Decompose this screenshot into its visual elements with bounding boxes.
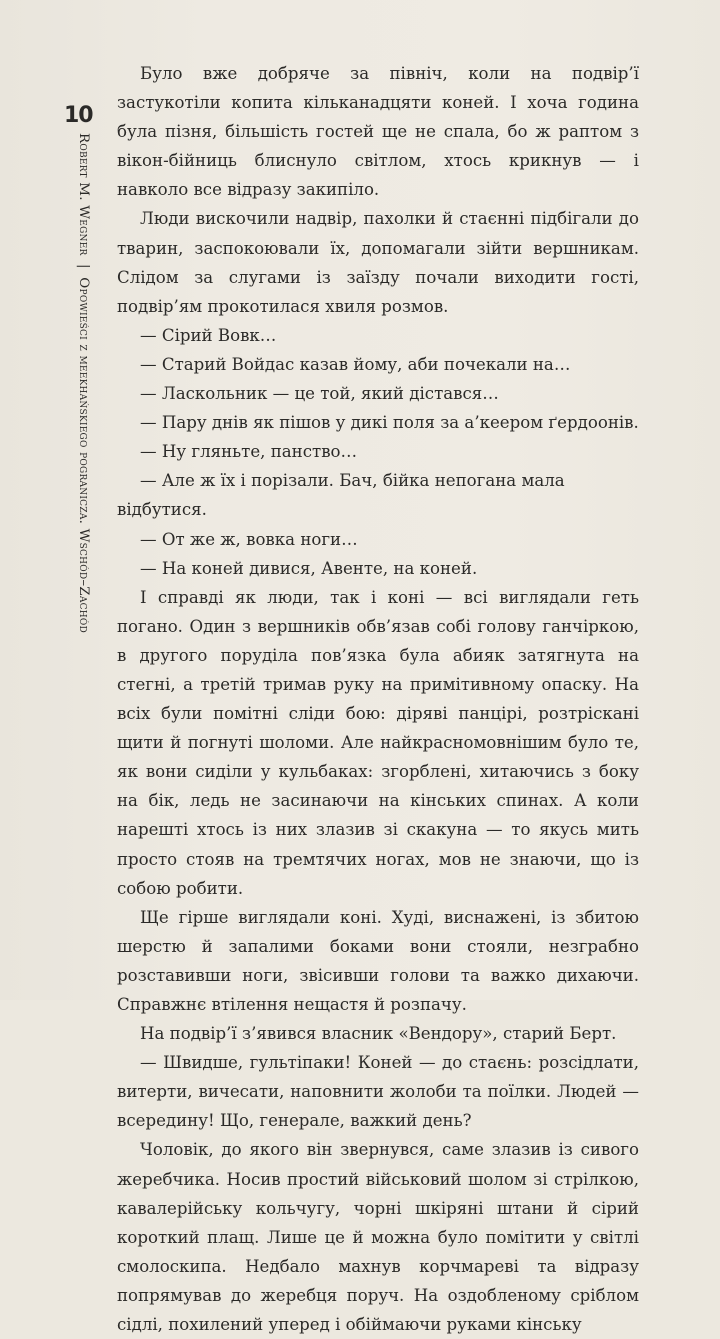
dialog-line-5: — Ну гляньте, панство… bbox=[140, 442, 358, 462]
dialog-line-6: — Але ж їх і порізали. Бач, бійка непогана мала відбутися. bbox=[117, 471, 565, 520]
paragraph-2: Люди вискочили надвір, пахолки й стаєнні підбігали до тварин, заспокоювали їх, допомагали зійти вершникам. Слідом за слугами із заїзду почали виходити гості, подвір’ям прокотилася хвиля розмов. bbox=[117, 209, 639, 316]
paragraph-7: Чоловік, до якого він звернувся, саме злазив із сивого жеребчика. Носив простий військовий шолом зі стрілкою, кавалерійську кольчугу, чорні шкіряні штани й сірий короткий плащ. Лише це й можна було помітити у світлі смолоскипа. Недбало махнув корчмареві та відразу попрямував до жеребця поруч. На оздобленому сріблом сідлі, похилений уперед і обіймаючи руками кінську bbox=[117, 1140, 639, 1335]
running-head bbox=[76, 133, 91, 633]
dialog-line-8: — На коней дивися, Авенте, на коней. bbox=[140, 558, 478, 578]
paragraph-4: Ще гірше виглядали коні. Худі, виснажені, із збитою шерстю й запалими боками вони стояли, незграбно розставивши ноги, звісивши голови та важко дихаючи. Справжнє втілення нещастя й розпачу. bbox=[117, 907, 639, 1014]
paragraph-5: На подвір’ї з’явився власник «Вендору», старий Берт. bbox=[140, 1024, 617, 1044]
dialog-line-2: — Старий Войдас казав йому, аби почекали на… bbox=[140, 354, 571, 374]
paragraph-3: І справді як люди, так і коні — всі виглядали геть погано. Один з вершників обв’язав собі голову ганчіркою, в другого поруділа пов’язка була абияк затягнута на стегні, а третій тримав руку на примітивному опаску. На всіх були помітні сліди бою: діряві панцірі, розтріскані щити й погнуті шоломи. Але найкрасномовнішим було те, як вони сиділи у кульбаках: згорблені, хитаючись з боку на бік, ледь не засинаючи на кінських спинах. А коли нарешті хтось із них злазив зі скакуна — то якусь мить просто стояв на тремтячих ногах, мов не знаючи, що із собою робити. bbox=[117, 587, 639, 898]
running-head-separator: | bbox=[76, 264, 91, 269]
dialog-line-3: — Ласкольник — це той, який дістався… bbox=[140, 384, 499, 404]
body-text bbox=[117, 59, 639, 1339]
dialog-line-4: — Пару днів як пішов у дикі поля за а’кеером ґердоонів. bbox=[140, 413, 639, 433]
paragraph-6: — Швидше, гультіпаки! Коней — до стаєнь: розсідлати, витерти, вичесати, наповнити жолоби та поїлки. Людей — всередину! Що, генерале, важкий день? bbox=[117, 1053, 639, 1131]
running-head-author: Robert M. Wegner bbox=[76, 133, 91, 256]
dialog-line-7: — От же ж, вовка ноги… bbox=[140, 529, 358, 549]
page-number: 10 bbox=[64, 103, 93, 128]
dialog-line-1: — Сірий Вовк… bbox=[140, 325, 277, 345]
paragraph-1: Було вже добряче за північ, коли на подвір’ї застукотіли копита кільканадцяти коней. І хоча година була пізня, більшість гостей ще не спала, бо ж раптом з вікон-бійниць блиснуло світлом, хтось крикнув — і навколо все відразу закипіло. bbox=[117, 64, 639, 200]
running-head-title: Opowieści z meekhańskiego pogranicza. Wschód–Zachód bbox=[76, 277, 91, 633]
